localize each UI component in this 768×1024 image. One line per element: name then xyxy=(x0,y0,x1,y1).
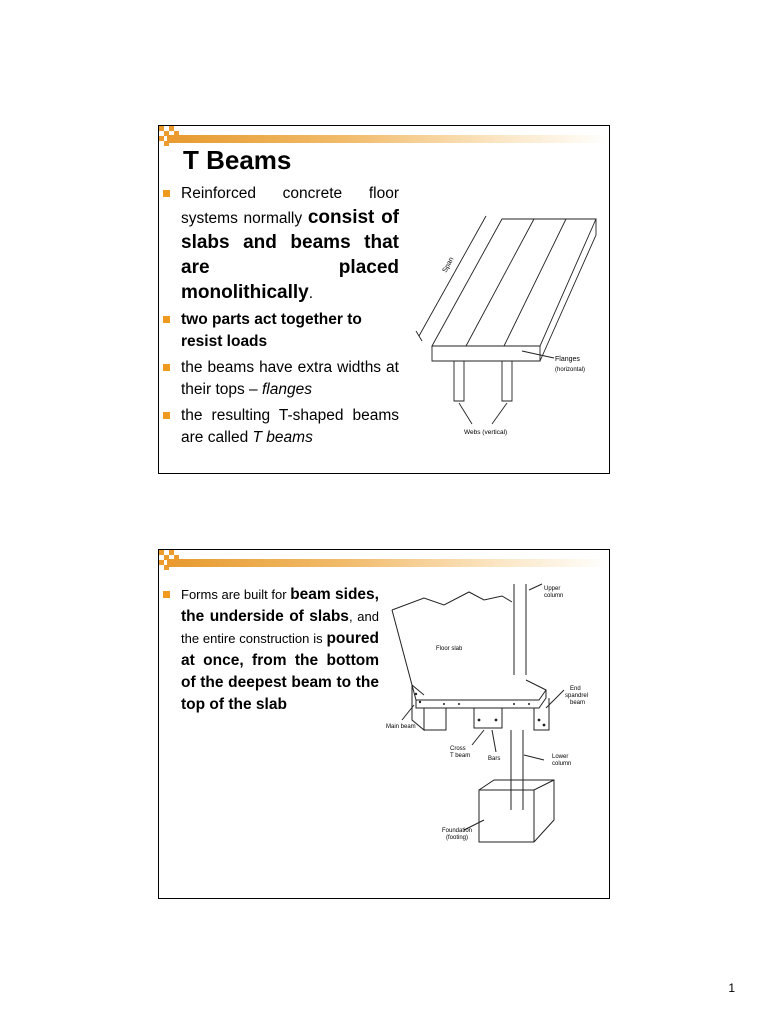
checker-logo-icon xyxy=(159,550,185,576)
header-accent-bar xyxy=(167,559,609,567)
flanges-sub-label: (horizontal) xyxy=(555,367,586,373)
webs-label: Webs (vertical) xyxy=(464,429,508,436)
foundation-label: Foundation xyxy=(442,828,473,834)
bullet-text: Reinforced concrete floor systems normally xyxy=(181,185,399,227)
bullet-item xyxy=(159,183,399,305)
slide-title: T Beams xyxy=(183,145,292,175)
flanges-label: Flanges xyxy=(555,356,580,363)
lower-column-label: column xyxy=(552,761,572,767)
span-label: Span xyxy=(441,256,456,274)
foundation-label: (footing) xyxy=(446,835,469,841)
end-spandrel-label: End xyxy=(570,686,581,692)
bullet-item xyxy=(159,405,399,449)
t-beam-diagram xyxy=(414,211,609,441)
header-accent-bar xyxy=(167,135,609,143)
bullet-italic-term: flanges xyxy=(262,381,312,398)
bars-label: Bars xyxy=(488,756,501,762)
bullet-emphasis: beam sides, the underside of slabs xyxy=(181,586,379,625)
bullet-text: . xyxy=(308,285,314,302)
bullet-emphasis: consist of slabs and beams that are placed monolithically xyxy=(181,207,400,303)
end-spandrel-label: spandrel xyxy=(565,693,589,699)
page-number: 1 xyxy=(728,981,735,995)
slide-t-beams xyxy=(158,125,610,474)
cross-t-beam-label: T beam xyxy=(450,753,471,759)
bullet-item xyxy=(159,357,399,401)
bullet-item xyxy=(159,584,379,716)
floor-slab-label: Floor slab xyxy=(436,646,463,652)
main-beam-label: Main beam xyxy=(386,724,416,730)
bullet-list xyxy=(159,584,379,716)
bullet-item xyxy=(159,309,399,353)
lower-column-label: Lower xyxy=(552,754,569,760)
checker-logo-icon xyxy=(159,126,185,152)
floor-construction-diagram xyxy=(384,580,606,880)
bullet-text: two parts act together to resist loads xyxy=(181,311,362,350)
bullet-text: , and the entire construction is xyxy=(181,609,379,646)
cross-t-beam-label: Cross xyxy=(450,746,466,752)
bullet-emphasis: poured at once, from the bottom of the deepest beam to the top of the slab xyxy=(181,630,379,713)
end-spandrel-label: beam xyxy=(570,700,586,706)
bullet-list xyxy=(159,183,399,453)
upper-column-label: column xyxy=(544,593,564,599)
bullet-text: the beams have extra widths at their tops – xyxy=(181,359,399,398)
bullet-text: Forms are built for xyxy=(181,587,287,602)
slide-forms xyxy=(158,549,610,899)
bullet-text: the resulting T-shaped beams are called xyxy=(181,407,399,446)
bullet-italic-term: T beams xyxy=(252,429,313,446)
upper-column-label: Upper xyxy=(544,586,561,592)
